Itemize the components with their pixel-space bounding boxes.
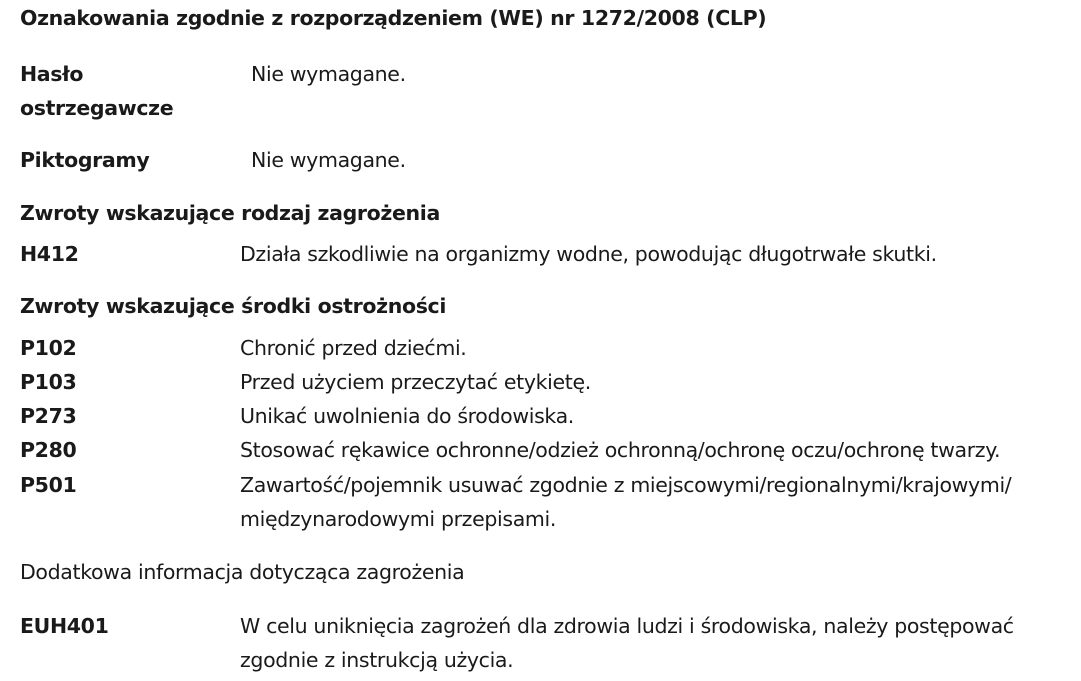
signal-word-label-line2: ostrzegawcze [20,96,174,120]
precaution-code: P501 [20,473,77,497]
precaution-text: Stosować rękawice ochronne/odzież ochronną/ochronę oczu/ochronę twarzy. [240,438,1001,462]
precaution-text: Unikać uwolnienia do środowiska. [240,404,574,428]
hazard-statements-heading: Zwroty wskazujące rodzaj zagrożenia [20,201,440,225]
precaution-text-line1: Zawartość/pojemnik usuwać zgodnie z miejscowymi/regionalnymi/krajowymi/ [240,473,1012,497]
pictograms-value: Nie wymagane. [251,148,406,172]
pictograms-label: Piktogramy [20,148,150,172]
section-heading: Oznakowania zgodnie z rozporządzeniem (WE) nr 1272/2008 (CLP) [20,6,767,30]
precaution-code: P280 [20,438,77,462]
precautionary-statements-heading: Zwroty wskazujące środki ostrożności [20,294,447,318]
supplemental-text-line2: zgodnie z instrukcją użycia. [240,648,514,672]
signal-word-value: Nie wymagane. [251,62,406,86]
supplemental-code: EUH401 [20,614,109,638]
supplemental-text-line1: W celu uniknięcia zagrożeń dla zdrowia ludzi i środowiska, należy postępować [240,614,1014,638]
precaution-code: P103 [20,370,77,394]
precaution-code: P273 [20,404,77,428]
hazard-text: Działa szkodliwie na organizmy wodne, powodując długotrwałe skutki. [240,242,937,266]
precaution-text-line2: międzynarodowymi przepisami. [240,507,557,531]
precaution-code: P102 [20,336,77,360]
supplemental-heading: Dodatkowa informacja dotycząca zagrożenia [20,560,465,584]
signal-word-label-line1: Hasło [20,62,84,86]
precaution-text: Przed użyciem przeczytać etykietę. [240,370,591,394]
precaution-text: Chronić przed dziećmi. [240,336,467,360]
hazard-code: H412 [20,242,79,266]
